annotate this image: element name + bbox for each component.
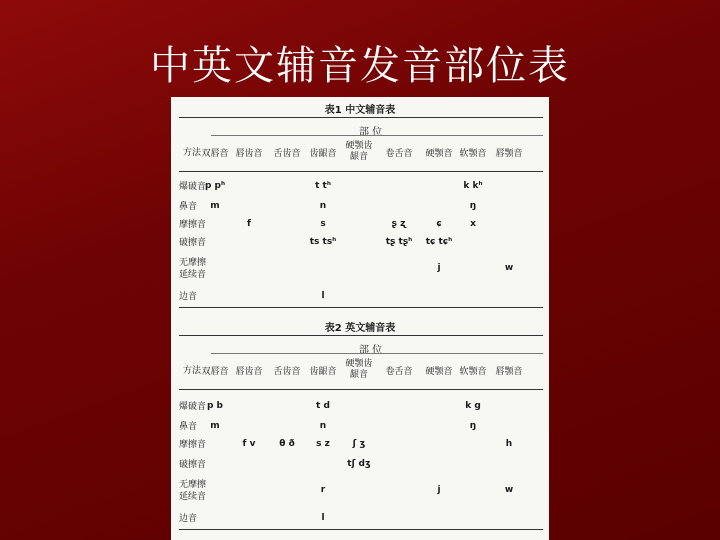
consonant-cell: s [320,219,326,229]
place-header: 软颚音 [459,149,487,159]
consonant-cell: t tʰ [315,181,331,191]
consonant-cell: j [437,263,441,273]
place-header: 唇颚音 [495,149,523,159]
rule-header [179,389,543,390]
consonant-cell: m [210,421,220,431]
consonant-cell: s z [316,439,330,449]
place-header: 舌齿音 [273,367,301,377]
manner-label: 摩擦音 [179,440,207,450]
consonant-cell: h [505,439,513,449]
method-header: 方法 [183,366,202,376]
place-header: 双唇音 [201,367,229,377]
place-header: 齿龈音 [309,149,337,159]
consonant-cell: ŋ [469,201,477,211]
consonant-cell: m [210,201,220,211]
manner-label: 边音 [179,292,198,302]
consonant-cell: r [320,485,326,495]
consonant-cell: n [319,201,327,211]
manner-label: 无摩擦 延续音 [179,480,207,502]
place-header: 唇齿音 [235,367,263,377]
place-header: 双唇音 [201,149,229,159]
consonant-cell: ɕ [436,219,442,229]
consonant-cell: f [247,219,251,229]
consonant-cell: f v [242,439,256,449]
rule-bottom [179,529,543,530]
place-header: 卷舌音 [385,149,413,159]
consonant-cell: tɕ tɕʰ [425,237,453,247]
place-header: 唇颚音 [495,367,523,377]
table-caption: 表2 英文辅音表 [324,323,396,334]
manner-label: 边音 [179,514,198,524]
manner-label: 鼻音 [179,422,198,432]
rule-top [179,335,543,336]
place-header: 硬颚齿 龈音 [345,141,373,162]
place-header: 舌齿音 [273,149,301,159]
consonant-cell: l [321,513,325,523]
consonant-cell: w [504,485,514,495]
method-header: 方法 [183,148,202,158]
place-header: 硬颚齿 龈音 [345,359,373,380]
rule-group [211,135,543,136]
manner-label: 破擦音 [179,238,207,248]
rule-top [179,117,543,118]
manner-label: 破擦音 [179,460,207,470]
consonant-cell: tʂ tʂʰ [385,237,413,247]
consonant-cell: ŋ [469,421,477,431]
manner-label: 无摩擦 延续音 [179,258,207,280]
consonant-cell: l [321,291,325,301]
manner-label: 爆破音 [179,182,207,192]
consonant-cell: tʃ dʒ [347,459,371,469]
consonant-cell: ʂ ʐ [391,219,407,229]
scanned-tables-image [171,97,549,540]
consonant-cell: p pʰ [204,181,226,191]
consonant-cell: θ ð [279,439,295,449]
consonant-cell: w [504,263,514,273]
group-header: 部 位 [359,127,383,138]
consonant-cell: t d [316,401,330,411]
place-header: 硬颚音 [425,149,453,159]
consonant-cell: j [437,485,441,495]
consonant-cell: ts tsʰ [309,237,337,247]
consonant-cell: k g [465,401,481,411]
consonant-cell: k kʰ [463,181,483,191]
consonant-cell: n [319,421,327,431]
place-header: 卷舌音 [385,367,413,377]
place-header: 齿龈音 [309,367,337,377]
place-header: 唇齿音 [235,149,263,159]
slide-title: 中英文辅音发音部位表 [150,43,570,89]
place-header: 软颚音 [459,367,487,377]
manner-label: 鼻音 [179,202,198,212]
group-header: 部 位 [359,345,383,356]
place-header: 硬颚音 [425,367,453,377]
rule-bottom [179,307,543,308]
manner-label: 爆破音 [179,402,207,412]
manner-label: 摩擦音 [179,220,207,230]
rule-header [179,171,543,172]
rule-group [211,353,543,354]
consonant-cell: x [470,219,476,229]
table-caption: 表1 中文辅音表 [324,105,396,116]
consonant-cell: ʃ ʒ [352,439,366,449]
consonant-cell: p b [206,401,224,411]
